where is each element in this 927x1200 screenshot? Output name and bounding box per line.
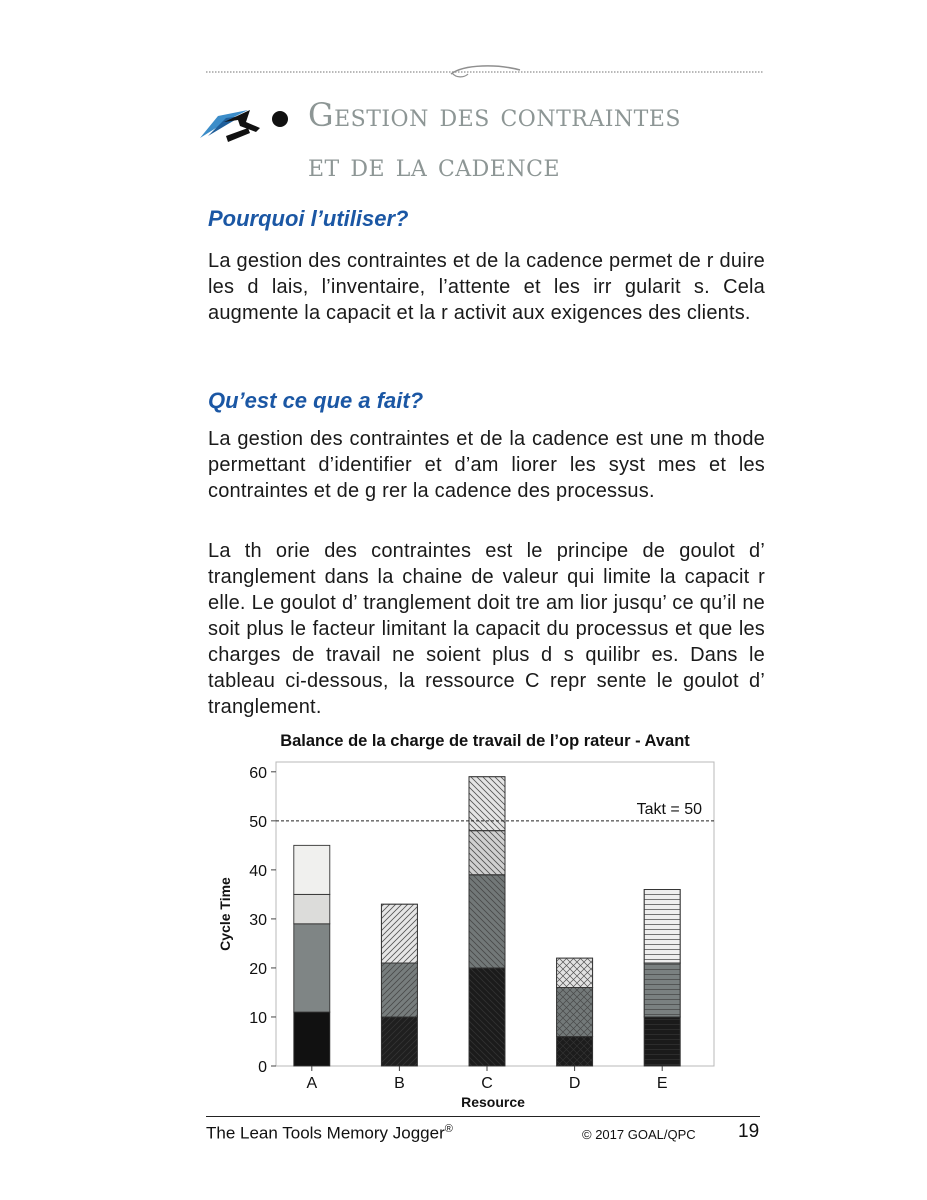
page-title (308, 90, 778, 190)
footer-copyright: © 2017 GOAL/QPC (582, 1127, 696, 1142)
bar-segment-a-3 (294, 894, 330, 923)
bar-segment-hatch-c-4 (469, 777, 505, 831)
header-ornament-divider (206, 62, 764, 82)
bar-segment-hatch-c-3 (469, 831, 505, 875)
footer-book-title-text: The Lean Tools Memory Jogger (206, 1123, 445, 1143)
bar-segment-hatch-c-1 (469, 968, 505, 1066)
takt-label: Takt = 50 (636, 800, 702, 818)
registered-mark: ® (444, 1123, 453, 1135)
x-axis-label: Resource (461, 1094, 525, 1110)
bar-segment-hatch-b-2 (381, 963, 417, 1017)
section-heading-what: Qu’est ce que a fait? (208, 388, 424, 413)
y-tick-label: 30 (249, 911, 267, 929)
bar-segment-a-1 (294, 1012, 330, 1066)
bar-segment-hatch-d-3 (557, 958, 593, 987)
footer-divider (206, 1116, 760, 1117)
page-number: 19 (738, 1121, 760, 1142)
y-tick-label: 50 (249, 813, 267, 831)
x-tick-label-b: B (394, 1075, 405, 1092)
stacked-bar-chart (206, 752, 726, 1120)
section-heading-why: Pourquoi l’utiliser? (208, 206, 409, 231)
y-tick-label: 20 (249, 960, 267, 978)
bar-segment-hatch-d-2 (557, 988, 593, 1037)
y-tick-label: 0 (258, 1059, 267, 1076)
x-tick-label-c: C (481, 1075, 493, 1092)
runner-logo-icon (198, 98, 290, 148)
paragraph-why: La gestion des contraintes et de la cadence permet de r duire les d lais, l’inventaire, l’attente et les irr gularit s. Cela augmente la capacit et la r activit aux exigences des clients. (208, 250, 765, 324)
bar-segment-a-2 (294, 924, 330, 1012)
bar-segment-hatch-e-1 (644, 1017, 680, 1066)
bar-segment-hatch-c-2 (469, 875, 505, 968)
bar-segment-hatch-d-1 (557, 1037, 593, 1066)
bar-segment-a-4 (294, 845, 330, 894)
x-tick-label-d: D (568, 1075, 581, 1092)
y-tick-label: 60 (249, 764, 267, 782)
x-tick-label-e: E (656, 1075, 668, 1092)
bar-segment-hatch-e-2 (644, 963, 680, 1017)
bar-segment-hatch-b-1 (381, 1017, 417, 1066)
bar-segment-hatch-b-3 (381, 904, 417, 963)
y-axis-label: Cycle Time (217, 877, 233, 951)
x-tick-label-a: A (306, 1075, 318, 1092)
paragraph-what-1: La gestion des contraintes et de la cadence est une m thode permettant d’identifier et d’am liorer les syst mes et les contraintes et de g rer la cadence des processus. (208, 428, 765, 502)
paragraph-what-2: La th orie des contraintes est le principe de goulot d’ tranglement dans la chaine de valeur qui limite la capacit r elle. Le goulot d’ tranglement doit tre am lior jusqu’ ce qu’il ne soit plus le facteur limitant la capacit du processus et que les charges de travail ne soient plus d s quilibr es. Dans le tableau ci-dessous, la ressource C repr sente le goulot d’ tranglement. (208, 540, 765, 718)
chart-title: Balance de la charge de travail de l’op rateur - Avant (280, 732, 690, 750)
y-tick-label: 40 (249, 862, 267, 880)
bar-segment-hatch-e-3 (644, 889, 680, 963)
footer-book-title (206, 1123, 453, 1144)
page-title-line-1: Gestion des contraintes (308, 96, 681, 134)
y-tick-label: 10 (249, 1009, 267, 1027)
page-title-line-2: et de la cadence (308, 146, 561, 184)
